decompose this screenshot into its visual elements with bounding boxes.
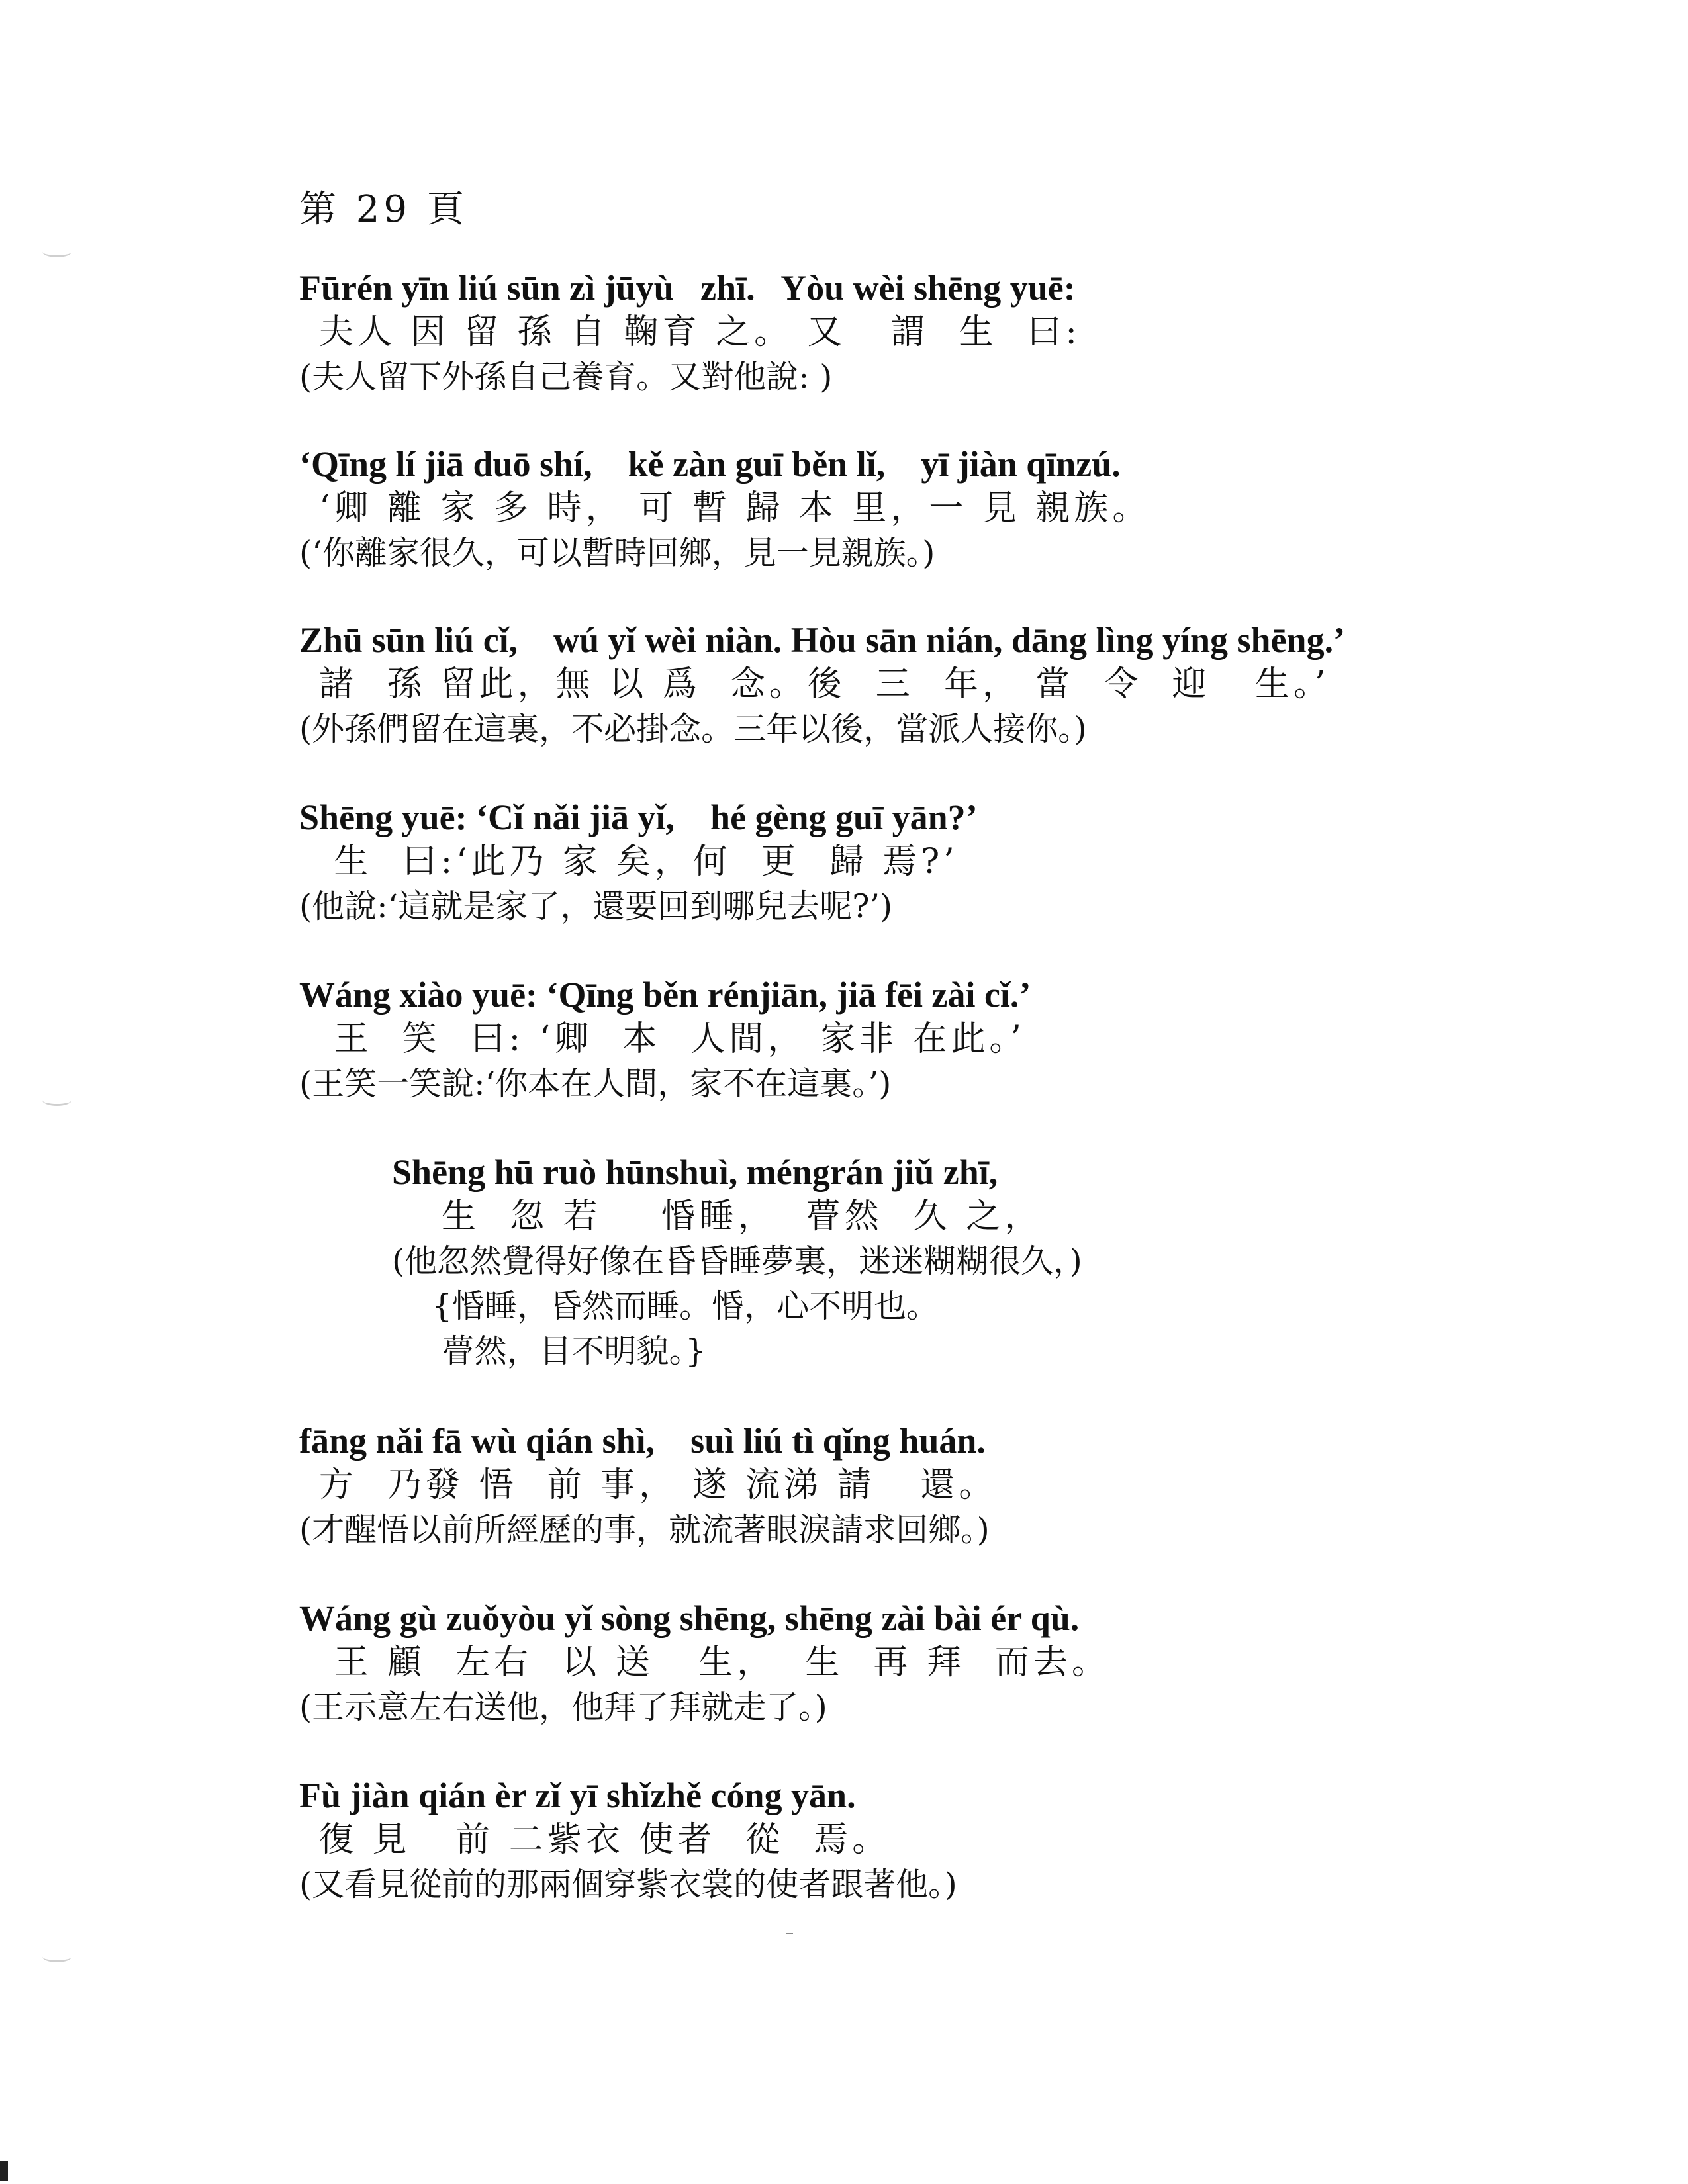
passage-6 xyxy=(299,1419,1557,1553)
modern-translation-line: (才醒悟以前所經歷的事，就流著眼淚請求回鄉。) xyxy=(299,1511,990,1549)
modern-translation-line: (王笑一笑說:‘你本在人間，家不在這裏。’) xyxy=(299,1065,892,1103)
classical-chinese-line: 夫人 因 留 孫 自 鞠育 之。 又 謂 生 曰: xyxy=(319,312,1081,352)
classical-chinese-line: 生 曰:‘此乃 家 矣，何 更 歸 焉?’ xyxy=(319,842,959,882)
modern-translation-line: (王示意左右送他，他拜了拜就走了。) xyxy=(299,1688,827,1726)
scan-speck xyxy=(786,1933,793,1934)
scan-hole-mark xyxy=(42,1095,71,1106)
classical-chinese-line: 復 見 前 二紫衣 使者 從 焉。 xyxy=(319,1820,891,1860)
pinyin-line: fāng nǎi fā wù qián shì, suì liú tì qǐng huán. xyxy=(299,1421,986,1461)
passage-1 xyxy=(299,266,1557,400)
classical-chinese-line: 方 乃發 悟 前 事， 遂 流涕 請 還。 xyxy=(319,1465,998,1505)
scan-hole-mark xyxy=(42,1951,71,1962)
passage-4 xyxy=(299,796,1557,929)
annotation-note: {惛睡，昏然而睡。惛，心不明也。 xyxy=(432,1287,939,1325)
passage-5 xyxy=(299,973,1557,1107)
classical-chinese-line: 諸 孫 留此，無 以 爲 念。後 三 年， 當 令 迎 生。’ xyxy=(319,664,1330,704)
passage-2 xyxy=(299,442,1557,576)
pinyin-line: Shēng yuē: ‘Cǐ nǎi jiā yǐ, hé gèng guī yān?’ xyxy=(299,797,978,837)
modern-translation-line: (又看見從前的那兩個穿紫衣裳的使者跟著他。) xyxy=(299,1866,957,1903)
pinyin-line: Fūrén yīn liú sūn zì jūyù zhī. Yòu wèi shēng yuē: xyxy=(299,268,1076,308)
classical-chinese-line: 王 顧 左右 以 送 生， 生 再 拜 而去。 xyxy=(319,1643,1110,1682)
pinyin-line: Shēng hū ruò hūnshuì, méngrán jiǔ zhī, xyxy=(392,1152,998,1192)
modern-translation-line: (他說:‘這就是家了，還要回到哪兒去呢?’) xyxy=(299,887,893,925)
pinyin-line: Fù jiàn qián èr zǐ yī shǐzhě cóng yān. xyxy=(299,1776,856,1815)
passage-8 xyxy=(299,1774,1557,1907)
classical-chinese-line: 生 忽 若 惛睡， 瞢然 久 之， xyxy=(412,1197,1043,1236)
modern-translation-line: (‘你離家很久，可以暫時回鄉，見一見親族。) xyxy=(299,534,935,572)
passage-7 xyxy=(299,1596,1557,1730)
annotation-note: 瞢然，目不明貌。} xyxy=(432,1332,706,1370)
scan-edge-mark xyxy=(0,2161,8,2181)
page-number-header: 第 29 頁 xyxy=(299,188,468,231)
modern-translation-line: (他忽然覺得好像在昏昏睡夢裏，迷迷糊糊很久，) xyxy=(392,1242,1082,1280)
classical-chinese-line: ‘卿 離 家 多 時， 可 暫 歸 本 里，一 見 親族。 xyxy=(319,488,1151,528)
pinyin-line: ‘Qīng lí jiā duō shí, kě zàn guī běn lǐ, yī jiàn qīnzú. xyxy=(299,444,1121,484)
modern-translation-line: (外孫們留在這裏，不必掛念。三年以後，當派人接你。) xyxy=(299,710,1087,748)
modern-translation-line: (夫人留下外孫自己養育。又對他說: ) xyxy=(299,358,833,396)
pinyin-line: Zhū sūn liú cǐ, wú yǐ wèi niàn. Hòu sān nián, dāng lìng yíng shēng.’ xyxy=(299,620,1346,660)
pinyin-line: Wáng gù zuǒyòu yǐ sòng shēng, shēng zài bài ér qù. xyxy=(299,1598,1080,1638)
passage-3 xyxy=(299,618,1557,752)
scan-hole-mark xyxy=(42,246,71,257)
pinyin-line: Wáng xiào yuē: ‘Qīng běn rénjiān, jiā fēi zài cǐ.’ xyxy=(299,975,1031,1015)
indented-passage xyxy=(392,1150,1650,1374)
classical-chinese-line: 王 笑 曰: ‘卿 本 人間， 家非 在此。’ xyxy=(319,1019,1025,1059)
